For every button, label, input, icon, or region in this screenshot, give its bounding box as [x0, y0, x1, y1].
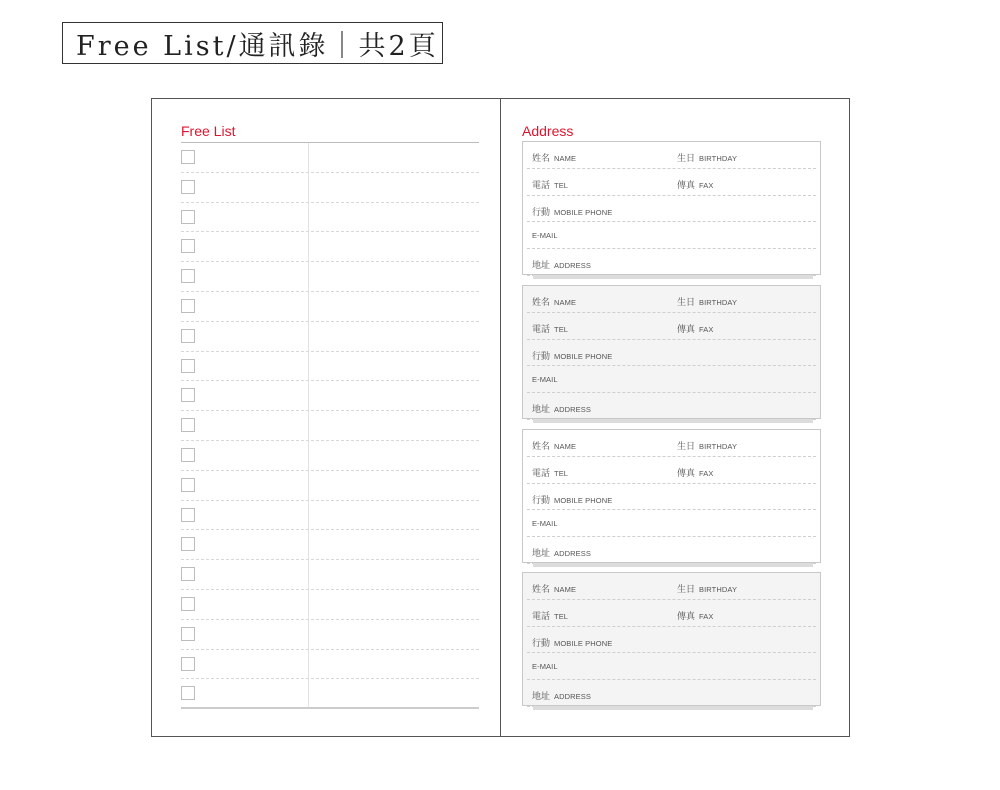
tel-label: 電話 TEL [532, 610, 569, 621]
birthday-label: 生日 BIRTHDAY [677, 297, 738, 307]
checkbox-icon[interactable] [181, 269, 195, 283]
birthday-label: 生日 BIRTHDAY [677, 441, 738, 451]
checkbox-icon[interactable] [181, 329, 195, 343]
address-row-mobile [527, 484, 816, 511]
free-list-bottom-rule [181, 707, 479, 709]
checkbox-icon[interactable] [181, 150, 195, 164]
free-list-row [181, 620, 479, 650]
mobile-label: 行動 MOBILE PHONE [532, 494, 613, 505]
fax-label: 傳真 FAX [677, 467, 714, 478]
address-label: 地址 ADDRESS [532, 260, 591, 271]
free-list-row [181, 143, 479, 173]
address-row-address [527, 249, 816, 276]
free-list-row [181, 471, 479, 501]
free-list-row [181, 530, 479, 560]
address-row-tel [527, 457, 816, 484]
address-row-name [527, 286, 816, 313]
email-label: E-MAIL [532, 519, 558, 529]
address-row-email [527, 366, 816, 393]
name-label: 姓名 NAME [532, 584, 577, 594]
free-list-row [181, 292, 479, 322]
free-list-row [181, 381, 479, 411]
free-list-row [181, 203, 479, 233]
free-list-rows [181, 143, 479, 708]
address-row-tel [527, 313, 816, 340]
address-row-name [527, 430, 816, 457]
tel-label: 電話 TEL [532, 323, 569, 334]
email-label: E-MAIL [532, 662, 558, 672]
checkbox-icon[interactable] [181, 537, 195, 551]
card-shadow [533, 563, 813, 567]
fax-label: 傳真 FAX [677, 610, 714, 621]
name-label: 姓名 NAME [532, 153, 577, 163]
address-row-mobile [527, 627, 816, 654]
name-label: 姓名 NAME [532, 441, 577, 451]
email-label: E-MAIL [532, 375, 558, 385]
email-label: E-MAIL [532, 231, 558, 241]
card-shadow [533, 419, 813, 423]
free-list-row [181, 501, 479, 531]
address-row-address [527, 537, 816, 564]
checkbox-icon[interactable] [181, 418, 195, 432]
free-list-heading: Free List [181, 123, 236, 139]
checkbox-icon[interactable] [181, 388, 195, 402]
fax-label: 傳真 FAX [677, 323, 714, 334]
address-row-name [527, 142, 816, 169]
address-row-address [527, 680, 816, 707]
checkbox-icon[interactable] [181, 567, 195, 581]
checkbox-icon[interactable] [181, 508, 195, 522]
address-card [522, 285, 821, 419]
checkbox-icon[interactable] [181, 299, 195, 313]
address-card [522, 429, 821, 563]
free-list-row [181, 322, 479, 352]
free-list-row [181, 352, 479, 382]
address-card [522, 572, 821, 706]
free-list-row [181, 441, 479, 471]
fax-label: 傳真 FAX [677, 179, 714, 190]
page-title: Free List/通訊錄｜共2頁 [62, 22, 443, 64]
card-shadow [533, 275, 813, 279]
free-list-row [181, 262, 479, 292]
checkbox-icon[interactable] [181, 657, 195, 671]
name-label: 姓名 NAME [532, 297, 577, 307]
address-row-email [527, 222, 816, 249]
free-list-row [181, 590, 479, 620]
checkbox-icon[interactable] [181, 597, 195, 611]
birthday-label: 生日 BIRTHDAY [677, 584, 738, 594]
tel-label: 電話 TEL [532, 179, 569, 190]
checkbox-icon[interactable] [181, 359, 195, 373]
address-row-email [527, 653, 816, 680]
mobile-label: 行動 MOBILE PHONE [532, 350, 613, 361]
address-row-address [527, 393, 816, 420]
free-list-row [181, 411, 479, 441]
address-label: 地址 ADDRESS [532, 691, 591, 702]
free-list-row [181, 650, 479, 680]
checkbox-icon[interactable] [181, 478, 195, 492]
mobile-label: 行動 MOBILE PHONE [532, 637, 613, 648]
address-label: 地址 ADDRESS [532, 404, 591, 415]
free-list-row [181, 232, 479, 262]
address-row-tel [527, 600, 816, 627]
card-shadow [533, 706, 813, 710]
checkbox-icon[interactable] [181, 180, 195, 194]
planner-spread [151, 98, 850, 737]
free-list-row [181, 173, 479, 203]
address-row-mobile [527, 340, 816, 367]
mobile-label: 行動 MOBILE PHONE [532, 206, 613, 217]
address-row-tel [527, 169, 816, 196]
address-heading: Address [522, 123, 574, 139]
address-row-name [527, 573, 816, 600]
tel-label: 電話 TEL [532, 467, 569, 478]
checkbox-icon[interactable] [181, 627, 195, 641]
free-list-row [181, 679, 479, 709]
address-row-email [527, 510, 816, 537]
free-list-row [181, 560, 479, 590]
checkbox-icon[interactable] [181, 686, 195, 700]
checkbox-icon[interactable] [181, 448, 195, 462]
address-row-mobile [527, 196, 816, 223]
checkbox-icon[interactable] [181, 239, 195, 253]
birthday-label: 生日 BIRTHDAY [677, 153, 738, 163]
address-label: 地址 ADDRESS [532, 548, 591, 559]
checkbox-icon[interactable] [181, 210, 195, 224]
spine-divider [500, 99, 501, 736]
address-card [522, 141, 821, 275]
